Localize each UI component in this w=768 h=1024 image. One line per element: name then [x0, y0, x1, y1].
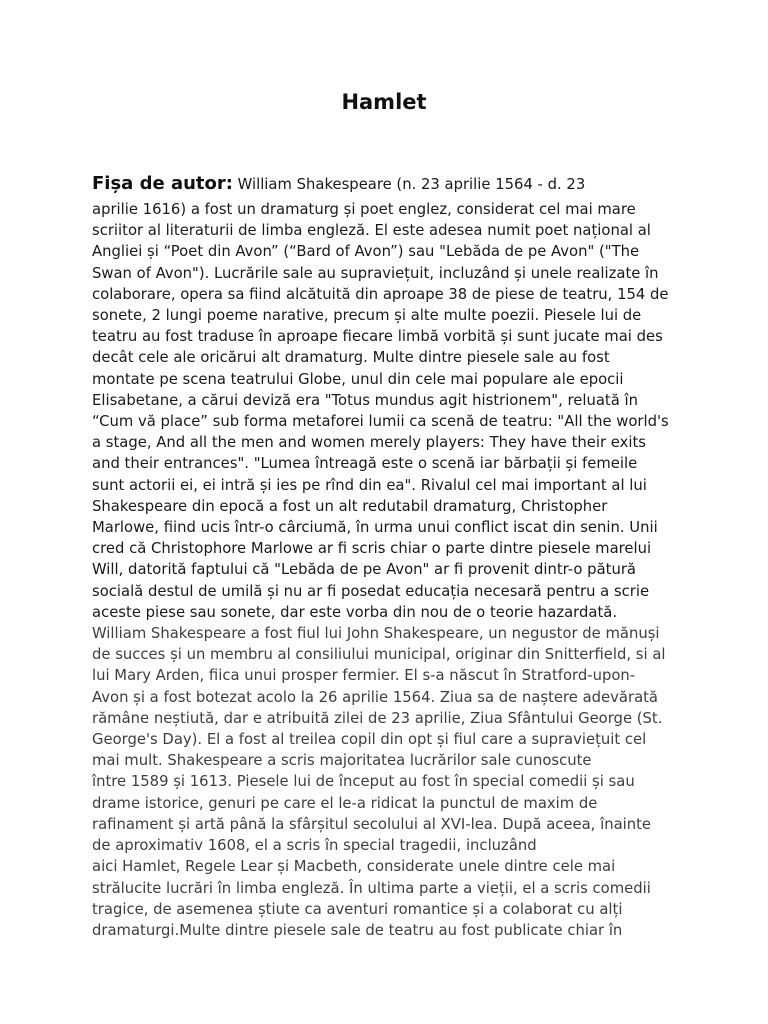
body-line: sunt actorii ei, ei intră și ies pe rînd din ea". Rivalul cel mai important al lui: [92, 476, 647, 494]
body-line: colaborare, opera sa fiind alcătuită din aproape 38 de piese de teatru, 154 de: [92, 285, 669, 303]
body-line: “Cum vă place” sub forma metaforei lumii ca scenă de teatru: "All the world's: [92, 413, 669, 431]
body-line: Shakespeare din epocă a fost un alt redutabil dramaturg, Christopher: [92, 497, 608, 515]
body-line: Angliei și “Poet din Avon” (“Bard of Avon”) sau "Lebăda de pe Avon" ("The: [92, 243, 640, 261]
body-line: socială destul de umilă și nu ar fi posedat educația necesară pentru a scrie: [92, 582, 650, 600]
body-line: sonete, 2 lungi poeme narative, precum și alte multe poezii. Piesele lui de: [92, 307, 642, 325]
document-title: Hamlet: [341, 90, 427, 114]
body-line: and their entrances". "Lumea întreagă este o scenă iar bărbații și femeile: [92, 455, 638, 473]
body-line: drame istorice, genuri pe care el le-a ridicat la punctul de maxim de: [92, 794, 598, 812]
body-line: scriitor al literaturii de limba engleză. El este adesea numit poet național al: [92, 222, 651, 240]
body-line: Elisabetane, a cărui deviză era "Totus mundus agit histrionem", reluată în: [92, 391, 638, 409]
body-line: strălucite lucrări în limba engleză. În ultima parte a vieții, el a scris comedii: [92, 879, 651, 897]
body-line: rămâne neștiută, dar e atribuită zilei de 23 aprilie, Ziua Sfântului George (St.: [92, 709, 663, 727]
body-line: cred că Christophore Marlowe ar fi scris chiar o parte dintre piesele marelui: [92, 540, 652, 558]
body-line: George's Day). El a fost al treilea copil din opt și fiul care a supraviețuit cel: [92, 731, 647, 749]
body-line: aceste piese sau sonete, dar este vorba din nou de o teorie hazardată.: [92, 603, 618, 621]
body-line: dramaturgi.Multe dintre piesele sale de teatru au fost publicate chiar în: [92, 921, 623, 939]
body-line: mai mult. Shakespeare a scris majoritatea lucrărilor sale cunoscute: [92, 752, 592, 770]
body-line: de aproximativ 1608, el a scris în special tragedii, incluzând: [92, 837, 537, 855]
body-line: de succes și un membru al consiliului municipal, originar din Snitterfield, si al: [92, 646, 666, 664]
body-line-first: [92, 170, 676, 199]
body-line: între 1589 și 1613. Piesele lui de început au fost în special comedii și sau: [92, 773, 635, 791]
body-line: aprilie 1616) a fost un dramaturg și poet englez, considerat cel mai mare: [92, 201, 636, 218]
body-line: Avon și a fost botezat acolo la 26 aprilie 1564. Ziua sa de naștere adevărată: [92, 688, 659, 706]
document-body: [92, 170, 676, 941]
body-line: Marlowe, fiind ucis într-o cârciumă, în urma unui conflict iscat din senin. Unii: [92, 519, 658, 537]
body-line: aici Hamlet, Regele Lear și Macbeth, considerate unele dintre cele mai: [92, 858, 616, 876]
body-line-first-rest: William Shakespeare (n. 23 aprilie 1564 - d. 23: [232, 176, 586, 193]
body-line: tragice, de asemenea știute ca aventuri romantice și a colaborat cu alți: [92, 900, 623, 918]
body-line: Swan of Avon"). Lucrările sale au supraviețuit, incluzând și unele realizate în: [92, 264, 659, 282]
body-line: decât cele ale oricărui alt dramaturg. Multe dintre piesele sale au fost: [92, 349, 610, 367]
body-line: lui Mary Arden, fiica unui prosper fermier. El s-a născut în Stratford-upon-: [92, 667, 636, 685]
body-line: montate pe scena teatrului Globe, unul din cele mai populare ale epocii: [92, 370, 624, 388]
body-line: teatru au fost traduse în aproape fiecare limbă vorbită și sunt jucate mai des: [92, 328, 663, 346]
body-line: Will, datorită faptului că "Lebăda de pe Avon" ar fi provenit dintr-o pătură: [92, 561, 636, 579]
body-line: rafinament și artă până la sfârșitul secolului al XVI-lea. După aceea, înainte: [92, 815, 652, 833]
body-line: a stage, And all the men and women merely players: They have their exits: [92, 434, 646, 452]
author-sheet-label: Fișa de autor:: [92, 173, 233, 194]
body-line: William Shakespeare a fost fiul lui John Shakespeare, un negustor de mănuși: [92, 625, 660, 643]
